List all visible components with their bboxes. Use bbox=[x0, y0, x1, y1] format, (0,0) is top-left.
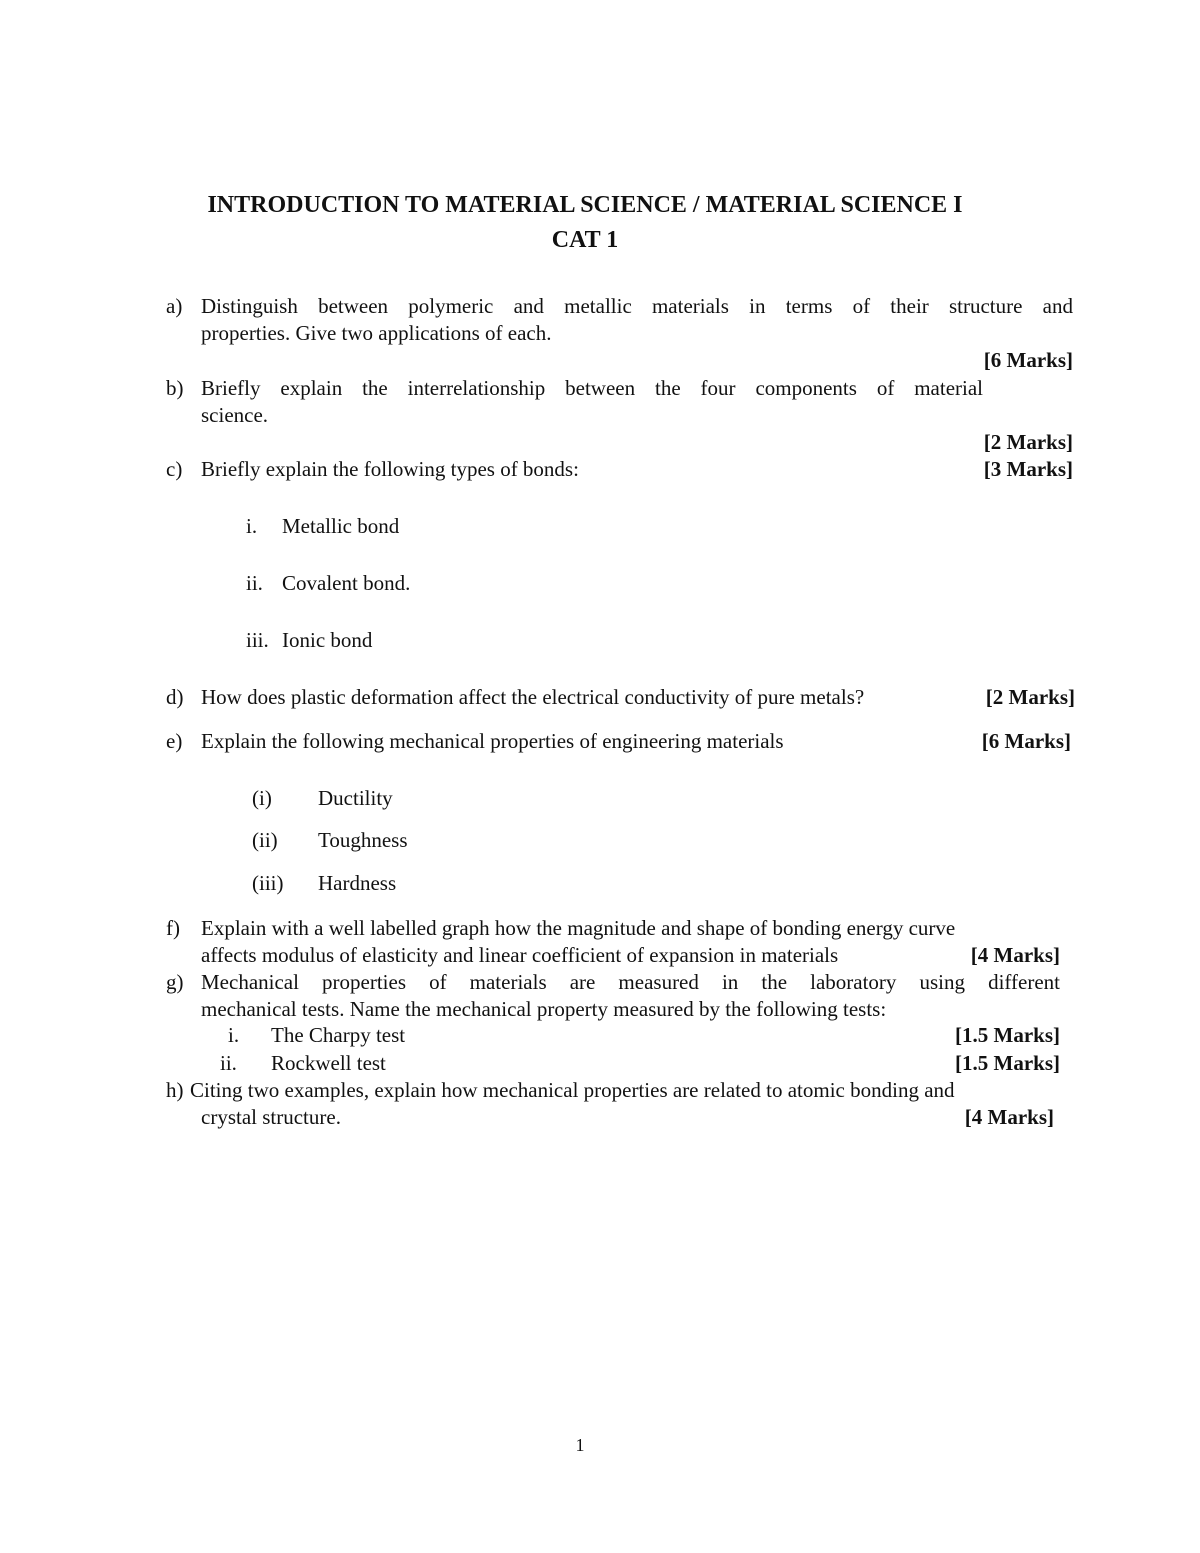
marks-badge: [4 Marks] bbox=[970, 943, 1060, 967]
list-item-text: Hardness bbox=[318, 871, 397, 895]
question-label: d) bbox=[166, 685, 184, 709]
question-label: f) bbox=[166, 916, 180, 940]
question-text: affects modulus of elasticity and linear coefficient of expansion in materials bbox=[201, 943, 839, 967]
question-label: a) bbox=[166, 294, 183, 318]
marks-badge: [1.5 Marks] bbox=[955, 1023, 1060, 1047]
question-text: How does plastic deformation affect the electrical conductivity of pure metals? bbox=[201, 685, 865, 709]
marks-badge: [6 Marks] bbox=[983, 348, 1073, 372]
marks-badge: [2 Marks] bbox=[985, 685, 1075, 709]
question-label: h) bbox=[166, 1078, 184, 1102]
question-text: mechanical tests. Name the mechanical property measured by the following tests: bbox=[201, 997, 887, 1021]
list-item-number: ii. bbox=[246, 571, 263, 595]
list-item-number: ii. bbox=[220, 1051, 237, 1075]
page-number: 1 bbox=[575, 1435, 585, 1455]
list-item-number: iii. bbox=[246, 628, 269, 652]
list-item-text: Ionic bond bbox=[282, 628, 373, 652]
list-item-number: (iii) bbox=[252, 871, 284, 895]
marks-badge: [3 Marks] bbox=[983, 457, 1073, 481]
question-text: crystal structure. bbox=[201, 1105, 341, 1129]
list-item-number: i. bbox=[246, 514, 258, 538]
question-label: c) bbox=[166, 457, 183, 481]
question-text: science. bbox=[201, 403, 269, 427]
list-item-number: (i) bbox=[252, 786, 272, 810]
list-item-text: Covalent bond. bbox=[282, 571, 411, 595]
question-text: Explain the following mechanical properties of engineering materials bbox=[201, 729, 784, 753]
marks-badge: [4 Marks] bbox=[964, 1105, 1054, 1129]
list-item-text: Toughness bbox=[318, 828, 408, 852]
question-text: Citing two examples, explain how mechanical properties are related to atomic bonding and bbox=[190, 1078, 955, 1102]
question-label: g) bbox=[166, 970, 184, 994]
list-item-text: Rockwell test bbox=[271, 1051, 386, 1075]
question-label: e) bbox=[166, 729, 183, 753]
page-subtitle: CAT 1 bbox=[551, 227, 619, 253]
question-text: Briefly explain the following types of bonds: bbox=[201, 457, 579, 481]
question-text: Distinguish between polymeric and metallic materials in terms of their structure and bbox=[201, 294, 1073, 318]
question-text: Mechanical properties of materials are measured in the laboratory using different bbox=[201, 970, 1060, 994]
question-label: b) bbox=[166, 376, 184, 400]
question-text: Explain with a well labelled graph how the magnitude and shape of bonding energy curve bbox=[201, 916, 956, 940]
question-text: properties. Give two applications of each. bbox=[201, 321, 552, 345]
marks-badge: [1.5 Marks] bbox=[955, 1051, 1060, 1075]
list-item-text: The Charpy test bbox=[271, 1023, 406, 1047]
question-text: Briefly explain the interrelationship between the four components of material bbox=[201, 376, 983, 400]
list-item-number: (ii) bbox=[252, 828, 278, 852]
list-item-number: i. bbox=[228, 1023, 240, 1047]
page-title: INTRODUCTION TO MATERIAL SCIENCE / MATERIAL SCIENCE I bbox=[207, 192, 963, 218]
list-item-text: Metallic bond bbox=[282, 514, 400, 538]
marks-badge: [2 Marks] bbox=[983, 430, 1073, 454]
list-item-text: Ductility bbox=[318, 786, 393, 810]
marks-badge: [6 Marks] bbox=[981, 729, 1071, 753]
